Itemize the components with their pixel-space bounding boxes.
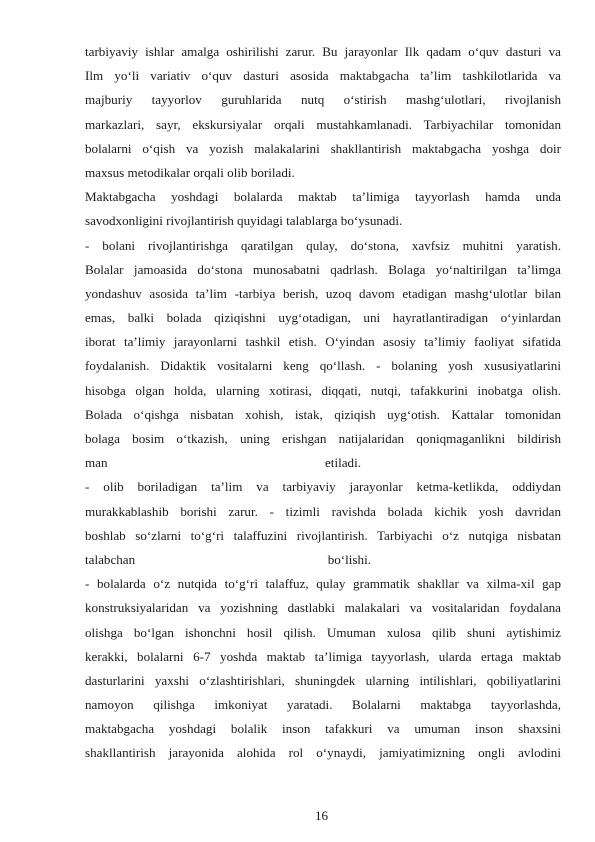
text-line: Ilm yo‘li variativ o‘quv dasturi asosida maktabgacha ta’lim tashkilotlarida va xyxy=(85,68,561,84)
text-fragment-left: talabchan xyxy=(85,551,136,567)
text-line: tarbiyaviy ishlar amalga oshirilishi zarur. Bu jarayonlar Ilk qadam o‘quv dasturi va xyxy=(85,44,561,59)
text-line: boshlab so‘zlarni to‘g‘ri talaffuzini rivojlantirish. Tarbiyachi o‘z nutqiga nisbatan xyxy=(85,527,561,543)
text-line: foydalanish. Didaktik vositalarni keng qo‘llash. - bolaning yosh xususiyatlarini xyxy=(85,358,561,374)
text-line: markazlari, sayr, ekskursiyalar orqali mustahkamlanadi. Tarbiyachilar tomonidan xyxy=(85,116,561,132)
text-line: - bolalarda o‘z nutqida to‘g‘ri talaffuz, qulay grammatik shakllar va xilma-xil gap xyxy=(85,576,561,592)
text-fragment-left: man xyxy=(85,455,108,471)
text-line: murakkablashib borishi zarur. - tizimli ravishda bolada kichik yosh davridan xyxy=(85,503,561,519)
text-line: maxsus metodikalar orqali olib boriladi. xyxy=(85,164,295,180)
text-line: savodxonligini rivojlantirish quyidagi talablarga bo‘ysunadi. xyxy=(85,213,403,229)
text-line: majburiy tayyorlov guruhlarida nutq o‘stirish mashg‘ulotlari, rivojlanish xyxy=(85,92,561,108)
page-number: 16 xyxy=(314,808,329,823)
text-line: - olib boriladigan ta’lim va tarbiyaviy jarayonlar ketma-ketlikda, oddiydan xyxy=(85,479,561,495)
text-line: bolaga bosim o‘tkazish, uning erishgan natijalaridan qoniqmaganlikni bildirish xyxy=(85,431,561,446)
text-line: yondashuv asosida ta’lim -tarbiya berish, uzoq davom etadigan mashg‘ulotlar bilan xyxy=(85,285,561,301)
document-body xyxy=(85,40,561,766)
text-line: olishga bo‘lgan ishonchni hosil qilish. Umuman xulosa qilib shuni aytishimiz xyxy=(85,624,561,640)
text-line: - bolani rivojlantirishga qaratilgan qulay, do‘stona, xavfsiz muhitni yaratish. xyxy=(85,237,561,253)
text-line-split xyxy=(85,451,561,475)
text-line: dasturlarini yaxshi o‘zlashtirishlari, shuningdek ularning intilishlari, qobiliyatlarini xyxy=(85,672,561,688)
text-line: emas, balki bolada qiziqishni uyg‘otadigan, uni hayratlantiradigan o‘yinlardan xyxy=(85,310,561,326)
text-line: Maktabgacha yoshdagi bolalarda maktab ta’limiga tayyorlash hamda unda xyxy=(85,189,561,205)
text-fragment-right: etiladi. xyxy=(325,455,361,471)
text-line: maktabgacha yoshdagi bolalik inson tafakkuri va umuman inson shaxsini xyxy=(85,721,561,737)
text-line: shakllantirish jarayonida alohida rol o‘ynaydi, jamiyatimizning ongli avlodini xyxy=(85,745,561,761)
text-line: Bolada o‘qishga nisbatan xohish, istak, qiziqish uyg‘otish. Kattalar tomonidan xyxy=(85,406,561,422)
text-line: kerakki, bolalarni 6-7 yoshda maktab ta’limiga tayyorlash, ularda ertaga maktab xyxy=(85,648,561,664)
text-line: namoyon qilishga imkoniyat yaratadi. Bolalarni maktabga tayyorlashda, xyxy=(85,697,561,713)
text-line-split xyxy=(85,548,561,572)
text-fragment-right: bo‘lishi. xyxy=(327,551,371,567)
text-line: konstruksiyalaridan va yozishning dastlabki malakalari va vositalaridan foydalana xyxy=(85,600,561,616)
text-line: hisobga olgan holda, ularning xotirasi, diqqati, nutqi, tafakkurini inobatga olish. xyxy=(85,382,561,398)
text-line: Bolalar jamoasida do‘stona munosabatni qadrlash. Bolaga yo‘naltirilgan ta’limga xyxy=(85,261,561,277)
text-line: iborat ta’limiy jarayonlarni tashkil etish. O‘yindan asosiy ta’limiy faoliyat sifatida xyxy=(85,334,561,350)
text-line: bolalarni o‘qish va yozish malakalarini shakllantirish maktabgacha yoshga doir xyxy=(85,140,561,156)
